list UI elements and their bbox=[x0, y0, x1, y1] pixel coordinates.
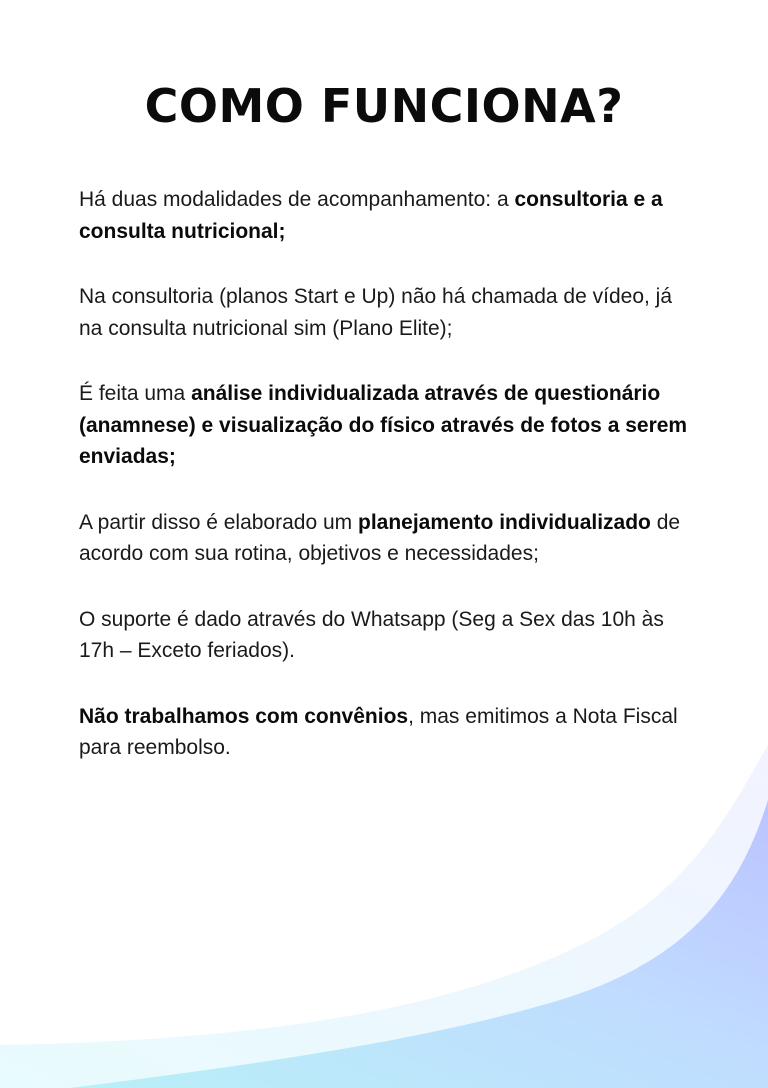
paragraph-analise: É feita uma análise individualizada através de questionário (anamnese) e visualização do físico através de fotos a serem enviadas; bbox=[79, 382, 688, 468]
page-title: COMO FUNCIONA? bbox=[144, 79, 624, 133]
paragraph-suporte: O suporte é dado através do Whatsapp (Seg a Sex das 10h às 17h – Exceto feriados). bbox=[79, 607, 664, 662]
paragraph-convenios: Não trabalhamos com convênios, mas emitimos a Nota Fiscal para reembolso. bbox=[79, 704, 678, 759]
paragraph-planejamento: A partir disso é elaborado um planejamento individualizado de acordo com sua rotina, objetivos e necessidades; bbox=[79, 510, 681, 565]
paragraph-consultoria: Na consultoria (planos Start e Up) não há chamada de vídeo, já na consulta nutricional sim (Plano Elite); bbox=[79, 285, 673, 340]
content bbox=[79, 184, 699, 798]
paragraph-modalidades: Há duas modalidades de acompanhamento: a consultoria e a consulta nutricional; bbox=[79, 188, 663, 243]
